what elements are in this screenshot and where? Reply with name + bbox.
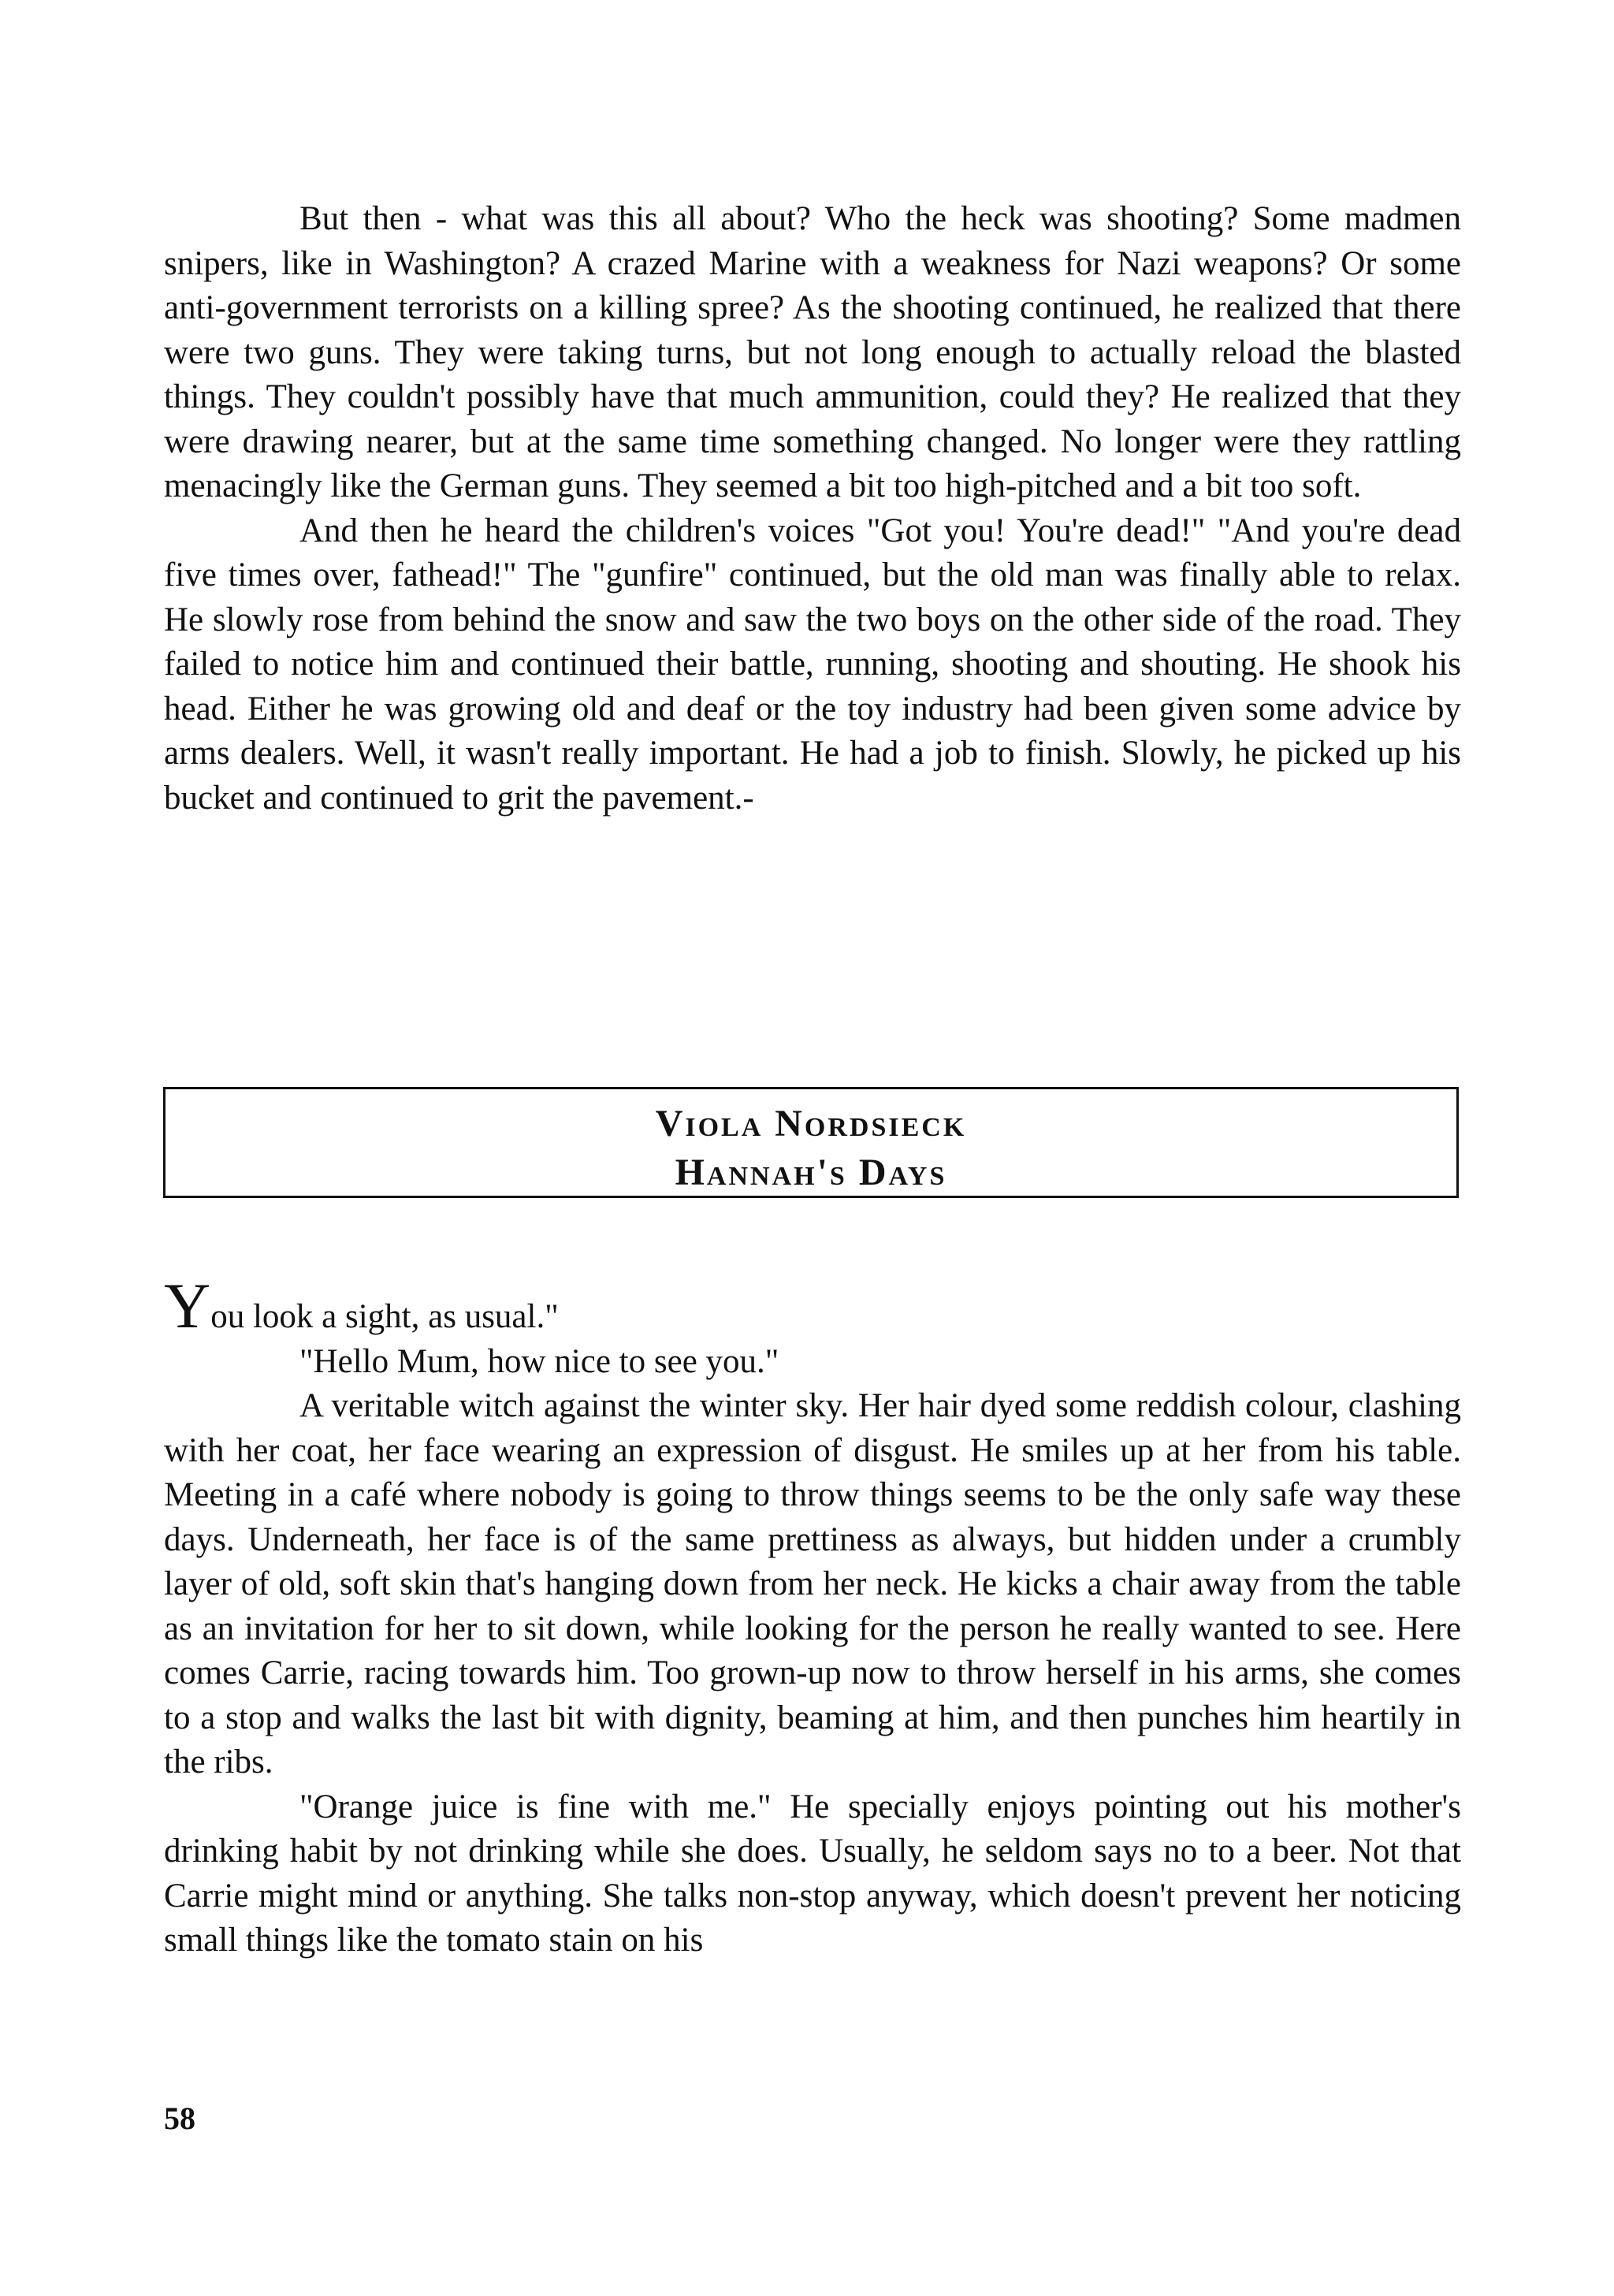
story-title: Hannah's Days	[675, 1152, 947, 1193]
opening-line-text: ou look a sight, as usual."	[210, 1298, 559, 1335]
drop-cap: Y	[164, 1270, 211, 1342]
story-text	[164, 1270, 1461, 1963]
story-opening-line	[164, 1270, 1461, 1342]
body-paragraph: But then - what was this all about? Who the heck was shooting? Some madmen snipers, like in Washington? A crazed Marine with a weakness for Nazi weapons? Or some anti-government terrorists on a killing spree? As the shooting continued, he realized that there were two guns. They were taking turns, but not long enough to actually reload the blasted things. They couldn't possibly have that much ammunition, could they? He realized that they were drawing nearer, but at the same time something changed. No longer were they rattling menacingly like the German guns. They seemed a bit too high-pitched and a bit too soft.	[164, 200, 1461, 504]
body-paragraph: A veritable witch against the winter sky. Her hair dyed some reddish colour, clashing with her coat, her face wearing an expression of disgust. He smiles up at her from his table. Meeting in a café where nobody is going to throw things seems to be the only safe way these days. Underneath, her face is of the same prettiness as always, but hidden under a crumbly layer of old, soft skin that's hanging down from her neck. He kicks a chair away from the table as an invitation for her to sit down, while looking for the person he really wanted to see. Here comes Carrie, racing towards him. Too grown-up now to throw herself in his arms, she comes to a stop and walks the last bit with dignity, beaming at him, and then punches him heartily in the ribs.	[164, 1387, 1461, 1781]
previous-story-text	[164, 197, 1461, 821]
body-paragraph: "Hello Mum, how nice to see you."	[299, 1342, 779, 1380]
story-author: Viola Nordsieck	[655, 1103, 967, 1144]
body-paragraph: And then he heard the children's voices "Got you! You're dead!" "And you're dead five times over, fathead!" The "gunfire" continued, but the old man was finally able to relax. He slowly rose from behind the snow and saw the two boys on the other side of the road. They failed to notice him and continued their battle, running, shooting and shouting. He shook his head. Either he was growing old and deaf or the toy industry had been given some advice by arms dealers. Well, it wasn't really important. He had a job to finish. Slowly, he picked up his bucket and continued to grit the pavement.-	[164, 512, 1461, 817]
page-number: 58	[164, 2101, 195, 2136]
body-paragraph: "Orange juice is fine with me." He specially enjoys pointing out his mother's drinking habit by not drinking while she does. Usually, he seldom says no to a beer. Not that Carrie might mind or anything. She talks non-stop anyway, which doesn't prevent her noticing small things like the tomato stain on his	[164, 1788, 1461, 1959]
story-header-box	[163, 1087, 1459, 1198]
